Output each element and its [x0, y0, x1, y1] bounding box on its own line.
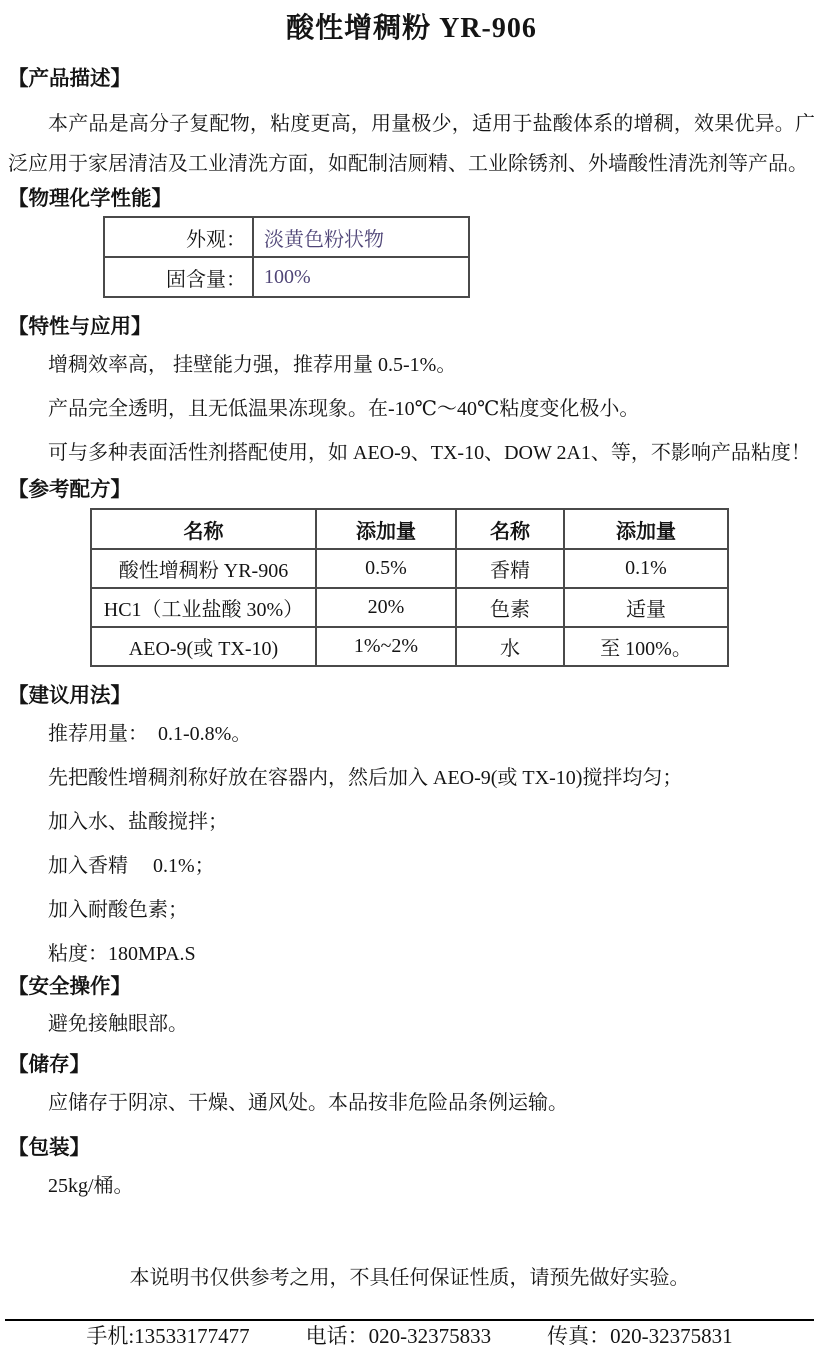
physchem-value-appearance: 淡黄色粉状物 — [253, 217, 469, 257]
formula-cell: 0.1% — [564, 549, 728, 588]
formula-row — [91, 627, 728, 666]
usage-paragraph-2: 先把酸性增稠剂称好放在容器内，然后加入 AEO-9(或 TX-10)搅拌均匀； — [48, 767, 683, 789]
features-paragraph-1: 增稠效率高， 挂壁能力强，推荐用量 0.5-1%。 — [48, 354, 457, 376]
section-heading-storage: 【储存】 — [8, 1054, 90, 1076]
formula-cell: 水 — [456, 627, 564, 666]
usage-paragraph-5: 加入耐酸色素； — [48, 899, 188, 921]
packaging-paragraph: 25kg/桶。 — [48, 1175, 134, 1197]
formula-row — [91, 549, 728, 588]
formula-cell: HC1（工业盐酸 30%） — [91, 588, 316, 627]
formula-row — [91, 588, 728, 627]
formula-header-name-2: 名称 — [456, 509, 564, 549]
contact-phone: 电话：020-32375833 — [305, 1324, 492, 1348]
contact-mobile: 手机:13533177477 — [86, 1324, 250, 1348]
page-title: 酸性增稠粉 YR-906 — [286, 13, 537, 44]
features-paragraph-2: 产品完全透明，且无低温果冻现象。在-10℃～40℃粘度变化极小。 — [48, 398, 640, 420]
formula-cell: 酸性增稠粉 YR-906 — [91, 549, 316, 588]
usage-paragraph-1: 推荐用量： 0.1-0.8%。 — [48, 723, 252, 745]
section-heading-safety: 【安全操作】 — [8, 976, 131, 998]
formula-header-name-1: 名称 — [91, 509, 316, 549]
physchem-value-solids: 100% — [253, 257, 469, 297]
storage-paragraph: 应储存于阴凉、干燥、通风处。本品按非危险品条例运输。 — [48, 1092, 568, 1114]
section-heading-features: 【特性与应用】 — [8, 316, 152, 338]
physchem-label-appearance: 外观： — [104, 217, 253, 257]
safety-paragraph: 避免接触眼部。 — [48, 1013, 188, 1035]
physchem-table — [103, 216, 470, 298]
formula-table — [90, 508, 729, 667]
formula-header-amount-1: 添加量 — [316, 509, 456, 549]
physchem-row — [104, 217, 469, 257]
footer-contacts — [5, 1321, 814, 1350]
formula-cell: 适量 — [564, 588, 728, 627]
footer — [5, 1265, 814, 1350]
section-heading-usage: 【建议用法】 — [8, 685, 131, 707]
formula-cell: 至 100%。 — [564, 627, 728, 666]
features-paragraph-3: 可与多种表面活性剂搭配使用，如 AEO-9、TX-10、DOW 2A1、等，不影响产品粘度！ — [48, 442, 811, 464]
physchem-row — [104, 257, 469, 297]
contact-fax: 传真：020-32375831 — [547, 1324, 733, 1348]
formula-cell: 20% — [316, 588, 456, 627]
formula-cell: AEO-9(或 TX-10) — [91, 627, 316, 666]
section-heading-product-desc: 【产品描述】 — [8, 68, 131, 90]
usage-paragraph-6: 粘度：180MPA.S — [48, 943, 196, 965]
formula-cell: 香精 — [456, 549, 564, 588]
formula-header-amount-2: 添加量 — [564, 509, 728, 549]
usage-paragraph-3: 加入水、盐酸搅拌； — [48, 811, 228, 833]
section-heading-physchem: 【物理化学性能】 — [8, 188, 172, 210]
section-heading-formula: 【参考配方】 — [8, 479, 131, 501]
section-heading-packaging: 【包装】 — [8, 1137, 90, 1159]
formula-cell: 色素 — [456, 588, 564, 627]
footer-disclaimer: 本说明书仅供参考之用，不具任何保证性质，请预先做好实验。 — [129, 1267, 690, 1289]
formula-header-row — [91, 509, 728, 549]
formula-cell: 0.5% — [316, 549, 456, 588]
product-desc-paragraph: 本产品是高分子复配物，粘度更高，用量极少，适用于盐酸体系的增稠，效果优异。广泛应用于家居清洁及工业清洗方面，如配制洁厕精、工业除锈剂、外墙酸性清洗剂等产品。 — [8, 113, 815, 175]
usage-paragraph-4: 加入香精 0.1%； — [48, 855, 215, 877]
formula-cell: 1%~2% — [316, 627, 456, 666]
physchem-label-solids: 固含量： — [104, 257, 253, 297]
